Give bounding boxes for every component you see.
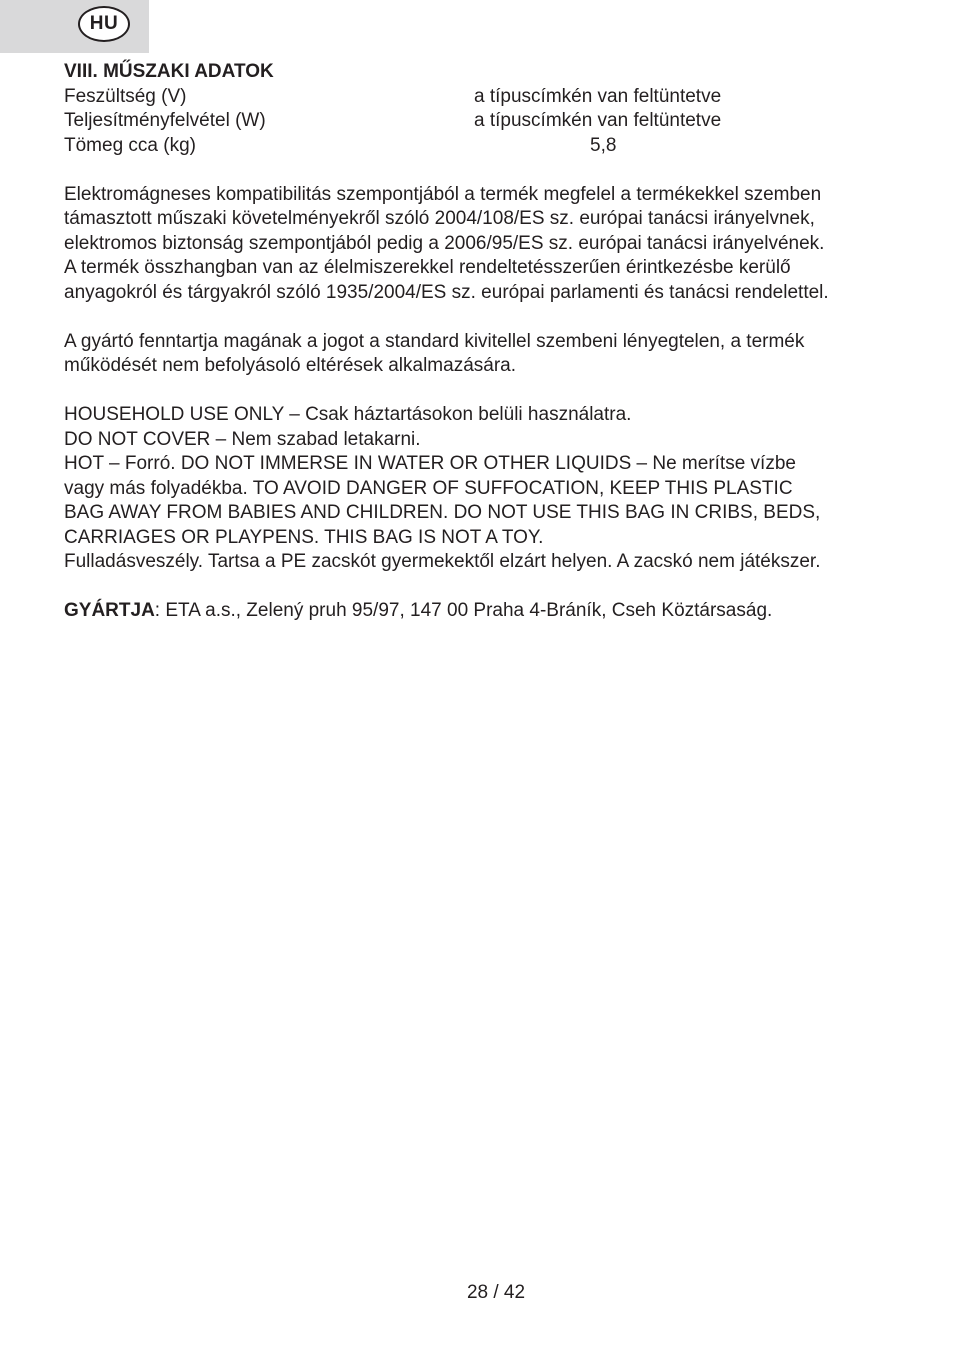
language-badge: HU <box>78 6 130 42</box>
spec-row-power <box>64 109 904 134</box>
spec-label: Tömeg cca (kg) <box>64 134 196 156</box>
spec-row-voltage <box>64 85 904 110</box>
language-tab <box>0 0 149 53</box>
text-line: elektromos biztonság szempontjából pedig a 2006/95/ES sz. európai tanácsi irányelvének. <box>64 232 825 254</box>
document-body <box>64 60 904 624</box>
text-line: HOT – Forró. DO NOT IMMERSE IN WATER OR OTHER LIQUIDS – Ne merítse vízbe <box>64 453 796 474</box>
spec-row-weight <box>64 134 904 159</box>
text-line: DO NOT COVER – Nem szabad letakarni. <box>64 428 421 450</box>
manufacturer-line <box>64 599 904 624</box>
text-line: anyagokról és tárgyakról szóló 1935/2004/ES sz. európai parlamenti és tanácsi rendelettel. <box>64 281 829 303</box>
section-title: VIII. MŰSZAKI ADATOK <box>64 61 274 82</box>
text-line: BAG AWAY FROM BABIES AND CHILDREN. DO NOT USE THIS BAG IN CRIBS, BEDS, <box>64 502 821 523</box>
spec-value: a típuscímkén van feltüntetve <box>474 110 722 131</box>
manufacturer-text: : ETA a.s., Zelený pruh 95/97, 147 00 Praha 4-Bráník, Cseh Köztársaság. <box>154 600 773 621</box>
text-line: HOUSEHOLD USE ONLY – Csak háztartásokon belüli használatra. <box>64 404 632 425</box>
text-line: CARRIAGES OR PLAYPENS. THIS BAG IS NOT A TOY. <box>64 526 544 548</box>
rights-paragraph <box>64 330 904 379</box>
manufacturer-label: GYÁRTJA <box>64 600 155 621</box>
text-line: működését nem befolyásoló eltérések alkalmazására. <box>64 355 517 376</box>
text-line: támasztott műszaki követelményekről szóló 2004/108/ES sz. európai tanácsi irányelvnek, <box>64 208 815 229</box>
page-number: 28 / 42 <box>466 1282 526 1303</box>
text-line: Elektromágneses kompatibilitás szempontjából a termék megfelel a termékekkel szemben <box>64 183 822 205</box>
spec-table <box>64 85 904 159</box>
text-line: A gyártó fenntartja magának a jogot a standard kivitellel szembeni lényegtelen, a termék <box>64 330 805 352</box>
text-line: vagy más folyadékba. TO AVOID DANGER OF SUFFOCATION, KEEP THIS PLASTIC <box>64 477 793 499</box>
spec-label: Feszültség (V) <box>64 85 187 107</box>
manufacturer-paragraph <box>64 599 904 624</box>
spec-label: Teljesítményfelvétel (W) <box>64 110 266 131</box>
compliance-paragraph <box>64 183 904 306</box>
text-line: A termék összhangban van az élelmiszerekkel rendeltetésszerűen érintkezésbe kerülő <box>64 257 791 278</box>
warnings-paragraph <box>64 403 904 575</box>
spec-value: 5,8 <box>590 134 617 156</box>
text-line: Fulladásveszély. Tartsa a PE zacskót gyermekektől elzárt helyen. A zacskó nem játékszer. <box>64 551 821 572</box>
spec-value: a típuscímkén van feltüntetve <box>474 85 722 107</box>
